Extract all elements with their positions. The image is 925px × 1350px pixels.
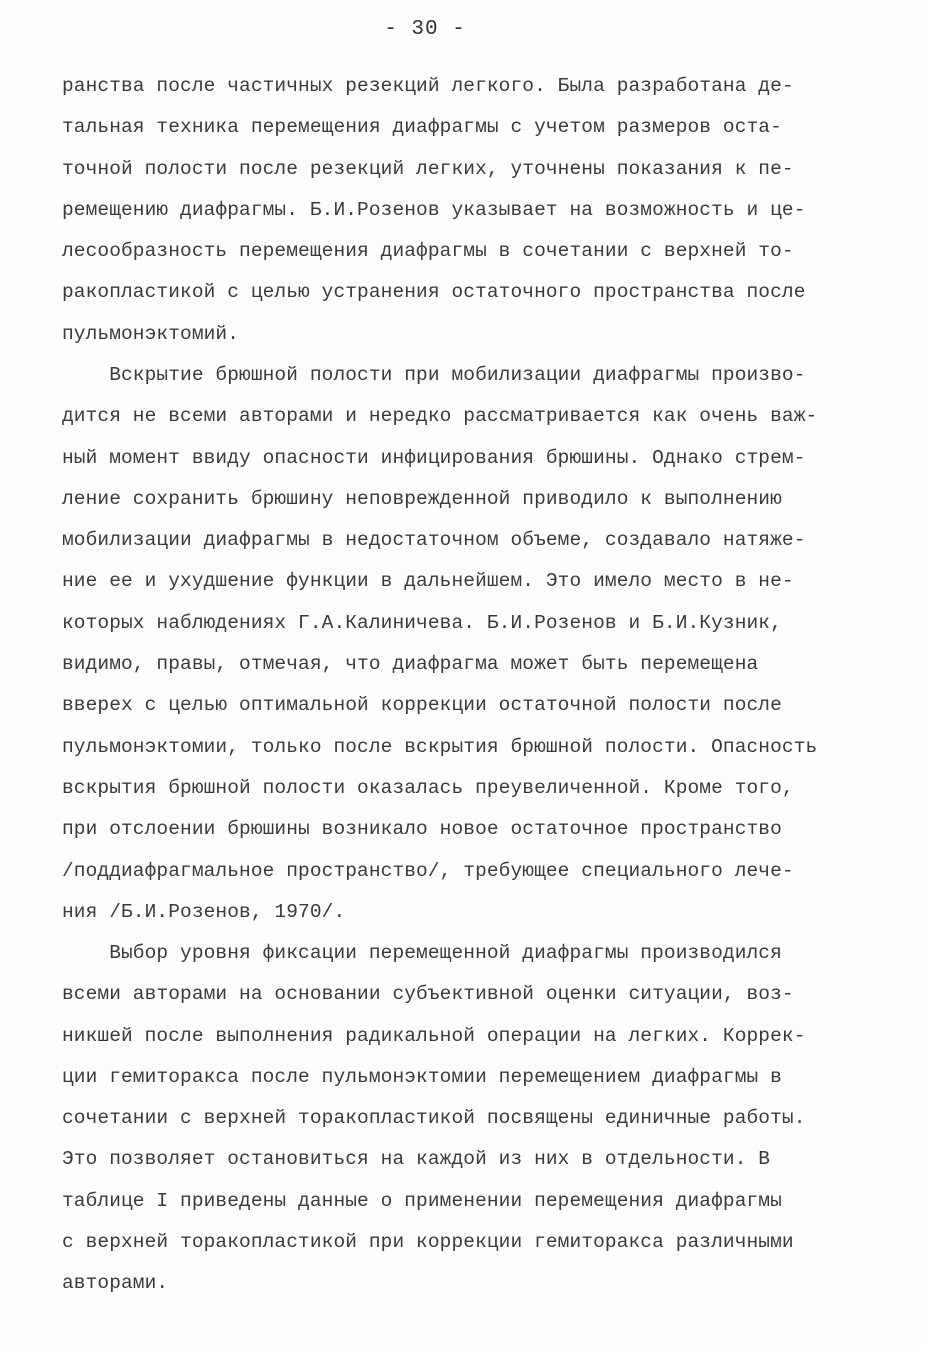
text-line: тальная техника перемещения диафрагмы с учетом размеров оста-: [62, 116, 782, 139]
text-line: Выбор уровня фиксации перемещенной диафрагмы производился: [62, 942, 782, 964]
text-line: с верхней торакопластикой при коррекции гемиторакса различными: [62, 1231, 794, 1254]
paragraph-1: [62, 66, 872, 355]
text-line: пульмонэктомии, только после вскрытия брюшной полости. Опасность: [62, 735, 818, 758]
text-line: ремещению диафрагмы. Б.И.Розенов указывает на возможность и це-: [62, 198, 806, 221]
text-line: всеми авторами на основании субъективной оценки ситуации, воз-: [62, 983, 794, 1006]
text-line: ранства после частичных резекций легкого. Была разработана де-: [62, 75, 794, 97]
text-line: вскрытия брюшной полости оказалась преувеличенной. Кроме того,: [62, 776, 794, 799]
text-line: которых наблюдениях Г.А.Калиничева. Б.И.Розенов и Б.И.Кузник,: [62, 611, 782, 634]
page-number: - 30 -: [384, 18, 466, 41]
text-line: ракопластикой с целью устранения остаточного пространства после: [62, 281, 806, 304]
text-line: пульмонэктомий.: [62, 322, 240, 345]
text-line: точной полости после резекций легких, уточнены показания к пе-: [62, 157, 794, 180]
paragraph-2: [62, 355, 872, 933]
text-line: авторами.: [62, 1272, 169, 1295]
paragraph-3: [62, 933, 872, 1305]
text-line: Это позволяет остановиться на каждой из них в отдельности. В: [62, 1148, 771, 1171]
text-line: ние ее и ухудшение функции в дальнейшем. Это имело место в не-: [62, 570, 794, 593]
text-line: вверех с целью оптимальной коррекции остаточной полости после: [62, 694, 782, 717]
text-line: ции гемиторакса после пульмонэктомии перемещением диафрагмы в: [62, 1065, 782, 1088]
text-line: при отслоении брюшины возникало новое остаточное пространство: [62, 818, 782, 841]
text-line: лесообразность перемещения диафрагмы в сочетании с верхней то-: [62, 240, 794, 263]
text-line: ление сохранить брюшину неповрежденной приводило к выполнению: [62, 487, 782, 510]
text-line: /поддиафрагмальное пространство/, требующее специального лече-: [62, 859, 794, 882]
text-line: ный момент ввиду опасности инфицирования брюшины. Однако стрем-: [62, 446, 806, 469]
text-line: таблице I приведены данные о применении перемещения диафрагмы: [62, 1189, 782, 1212]
text-line: видимо, правы, отмечая, что диафрагма может быть перемещена: [62, 653, 759, 676]
text-line: сочетании с верхней торакопластикой посвящены единичные работы.: [62, 1107, 806, 1130]
text-line: мобилизации диафрагмы в недостаточном объеме, создавало натяже-: [62, 529, 806, 552]
text-line: ния /Б.И.Розенов, 1970/.: [62, 900, 346, 923]
text-line: никшей после выполнения радикальной операции на легких. Коррек-: [62, 1024, 806, 1047]
text-line: дится не всеми авторами и нередко рассматривается как очень важ-: [62, 405, 818, 428]
text-line: Вскрытие брюшной полости при мобилизации диафрагмы произво-: [62, 364, 806, 386]
